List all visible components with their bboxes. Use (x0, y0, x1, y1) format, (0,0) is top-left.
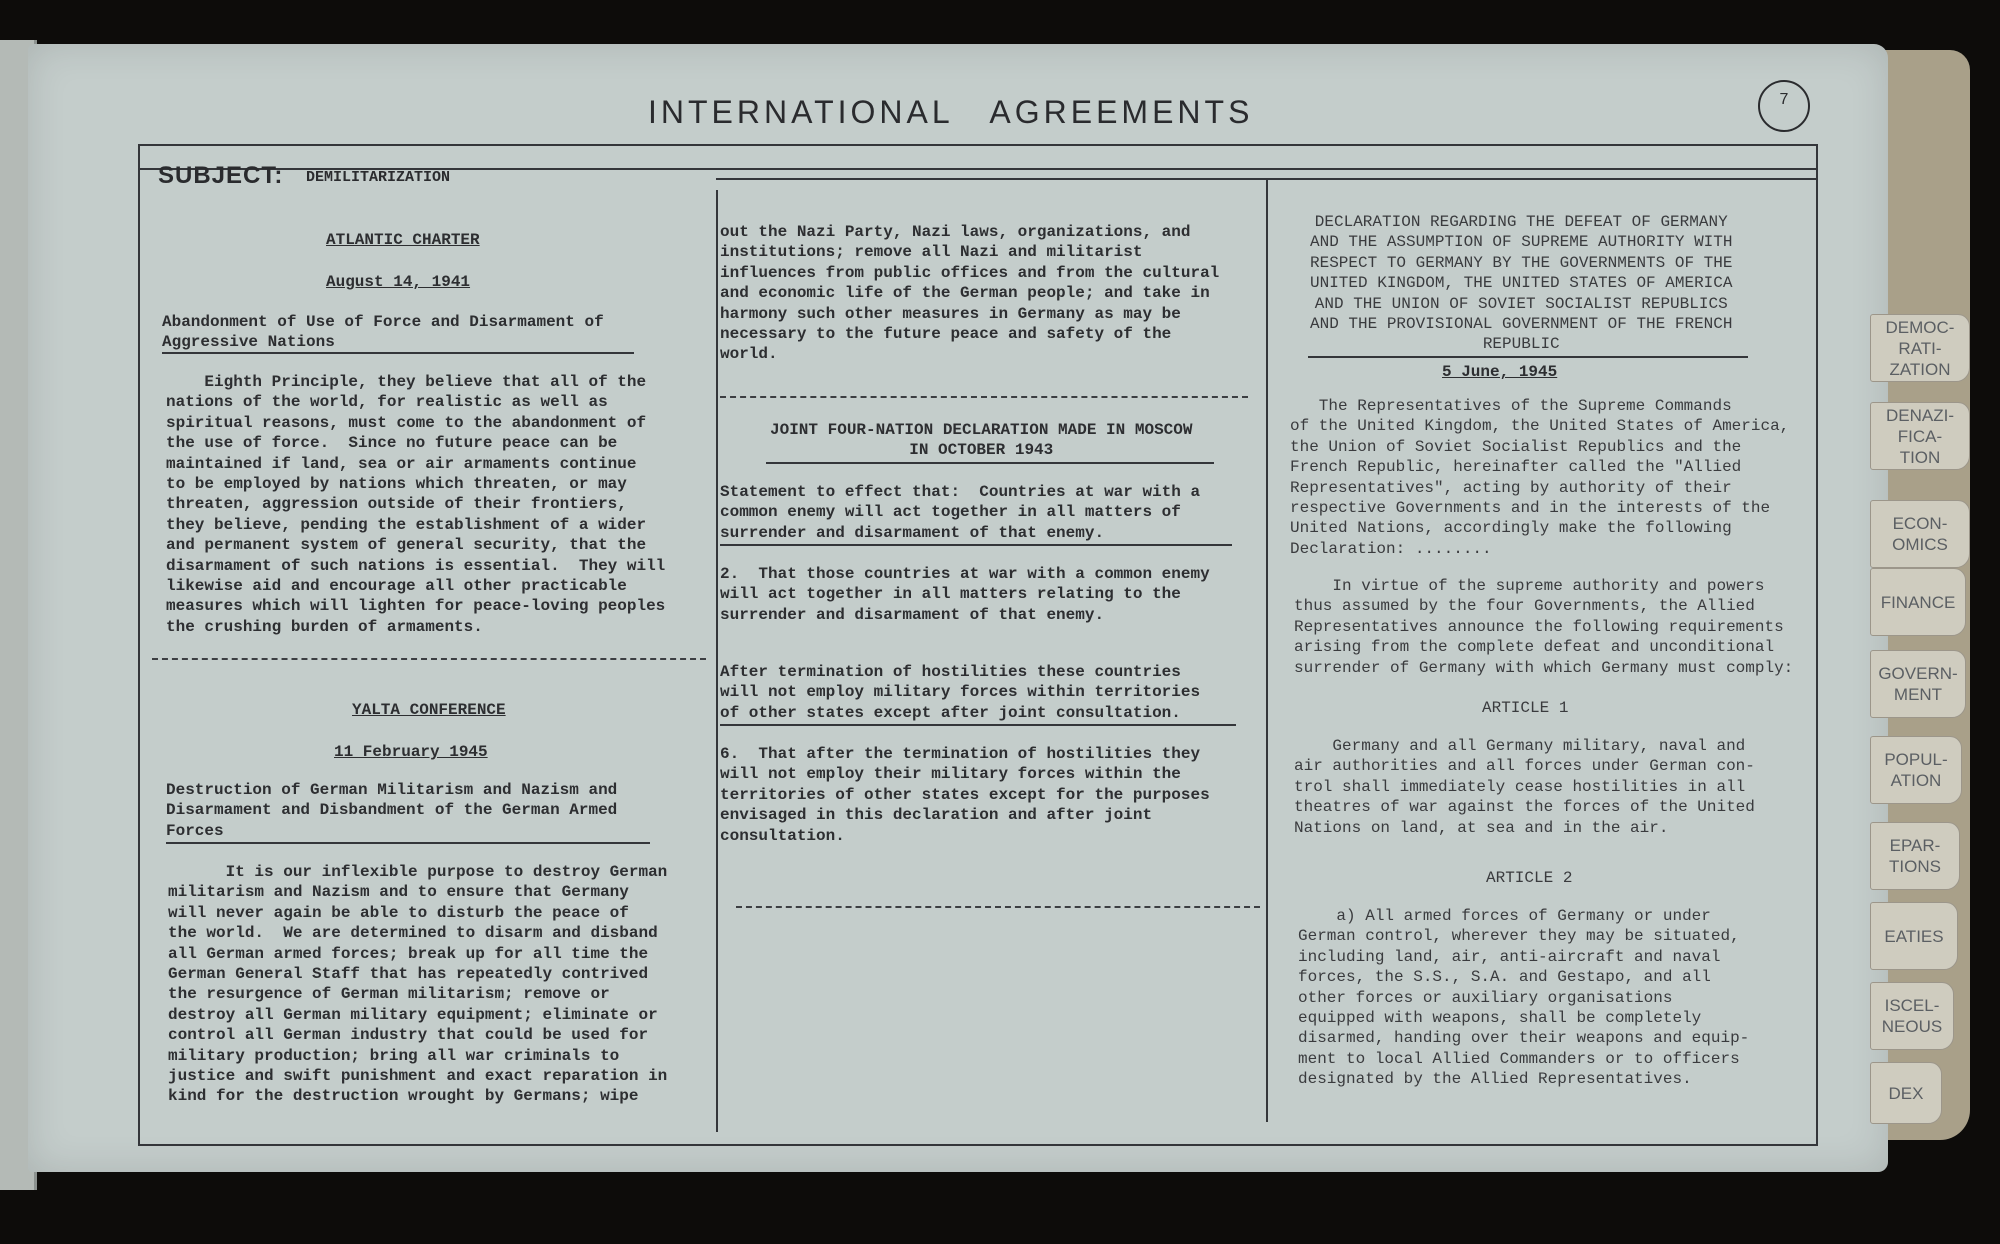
moscow-title-rule (766, 462, 1214, 464)
column-divider-1 (716, 190, 718, 1132)
atlantic-date: August 14, 1941 (326, 273, 471, 291)
column-top-rule (716, 178, 1816, 180)
tab-index[interactable]: DEX (1870, 1062, 1942, 1124)
page-title: INTERNATIONAL AGREEMENTS (648, 94, 1254, 130)
declaration-title: DECLARATION REGARDING THE DEFEAT OF GERMANY AND THE ASSUMPTION OF SUPREME AUTHORITY WITH RESPECT TO GERMANY BY THE GOVERNMENTS OF THE UNITED KINGDOM, THE UNITED STATES OF AMERICA AND THE UNION OF SOVIET SOCIALIST REPUBLICS AND THE PROVISIONAL GOVERNMENT OF THE FRENCH REPUBLIC (1310, 213, 1733, 354)
atlantic-heading-rule (162, 352, 634, 354)
moscow-statement-rule (720, 544, 1232, 546)
article-2-body: a) All armed forces of Germany or under German control, wherever they may be situated, including land, air, anti-aircraft and naval forces, the S.S., S.A. and Gestapo, and all other forces or auxiliary organisations equipped with weapons, shall be completely disarmed, handing over their weapons and equip- ment to local Allied Commanders or to officers designated by the Allied Representatives. (1298, 907, 1750, 1089)
subject-value: DEMILITARIZATION (306, 169, 451, 186)
yalta-continuation: out the Nazi Party, Nazi laws, organizations, and institutions; remove all Nazi and militarist influences from public offices and from the cultural and economic life of the German people; and take in harmony such other measures in Germany as may be necessary to the future peace and safety of the world. (720, 223, 1220, 364)
section-divider (152, 658, 706, 660)
moscow-statement: Statement to effect that: Countries at war with a common enemy will act together in all matters of surrender and disarmament of that enemy. (720, 483, 1201, 542)
declaration-title-rule (1308, 356, 1748, 358)
moscow-after-termination: After termination of hostilities these countries will not employ military forces within territories of other states except after joint consultation. (720, 663, 1201, 722)
tab-government[interactable]: GOVERN- MENT (1870, 650, 1966, 718)
section-divider (736, 906, 1260, 908)
tab-economics[interactable]: ECON- OMICS (1870, 500, 1970, 568)
yalta-heading-rule (166, 842, 650, 844)
article-1-body: Germany and all Germany military, naval and air authorities and all forces under German con- trol shall immediately cease hostilities in all theatres of war against the forces of the United Nations on land, at sea and in the air. (1294, 737, 1755, 837)
moscow-after-rule (720, 724, 1236, 726)
tab-denazification[interactable]: DENAZI- FICA- TION (1870, 402, 1970, 470)
tab-population[interactable]: POPUL- ATION (1870, 736, 1962, 804)
tab-finance[interactable]: FINANCE (1870, 568, 1966, 636)
declaration-date: 5 June, 1945 (1442, 363, 1558, 381)
yalta-body: It is our inflexible purpose to destroy German militarism and Nazism and to ensure that Germany will never again be able to disturb the peace of the world. We are determined to disarm and disband all German armed forces; break up for all time the German General Staff that has repeatedly contrived the resurgence of German militarism; remove or destroy all German military equipment; eliminate or control all German industry that could be used for military production; bring all war criminals to justice and swift punishment and exact reparation in kind for the destruction wrought by Germans; wipe (168, 863, 668, 1106)
yalta-heading: Destruction of German Militarism and Nazism and Disarmament and Disbandment of the German Armed Forces (166, 781, 618, 840)
yalta-title: YALTA CONFERENCE (352, 701, 506, 719)
declaration-intro: The Representatives of the Supreme Commands of the United Kingdom, the United States of America, the Union of Soviet Socialist Republics and the French Republic, hereinafter called the "Allied Representatives", acting by authority of their respective Governments and in the interests of the United Nations, accordingly make the following Declaration: ........ (1290, 397, 1790, 558)
tab-miscellaneous[interactable]: ISCEL- NEOUS (1870, 982, 1954, 1050)
moscow-point-6: 6. That after the termination of hostilities they will not employ their military forces within the territories of other states except for the purposes envisaged in this declaration and after joint consultation. (720, 745, 1210, 845)
tab-democratization[interactable]: DEMOC- RATI- ZATION (1870, 314, 1970, 382)
tab-treaties[interactable]: EATIES (1870, 902, 1958, 970)
article-2-title: ARTICLE 2 (1486, 869, 1573, 887)
moscow-title: JOINT FOUR-NATION DECLARATION MADE IN MOSCOW IN OCTOBER 1943 (770, 421, 1193, 460)
page-number: 7 (1758, 80, 1810, 132)
section-divider (720, 396, 1248, 398)
yalta-date: 11 February 1945 (334, 743, 488, 761)
atlantic-body: Eighth Principle, they believe that all of the nations of the world, for realistic as well as spiritual reasons, must come to the abandonment of the use of force. Since no future peace can be maintained if land, sea or air armaments continue to be employed by nations which threaten, or may threaten, aggression outside of their frontiers, they believe, pending the establishment of a wider and permanent system of general security, that the disarmament of such nations is essential. They will likewise aid and encourage all other practicable measures which will lighten for peace-loving peoples the crushing burden of armaments. (166, 373, 666, 636)
subject-label: SUBJECT: (158, 162, 284, 189)
atlantic-heading: Abandonment of Use of Force and Disarmament of Aggressive Nations (162, 313, 604, 352)
moscow-point-2: 2. That those countries at war with a common enemy will act together in all matters relating to the surrender and disarmament of that enemy. (720, 565, 1210, 624)
column-divider-2 (1266, 178, 1268, 1122)
article-1-title: ARTICLE 1 (1482, 699, 1569, 717)
tab-reparations[interactable]: EPAR- TIONS (1870, 822, 1960, 890)
atlantic-title: ATLANTIC CHARTER (326, 231, 480, 249)
declaration-virtue: In virtue of the supreme authority and powers thus assumed by the four Governments, the Allied Representatives announce the following requirements arising from the complete defeat and unconditional surrender of Germany with which Germany must comply: (1294, 577, 1794, 677)
